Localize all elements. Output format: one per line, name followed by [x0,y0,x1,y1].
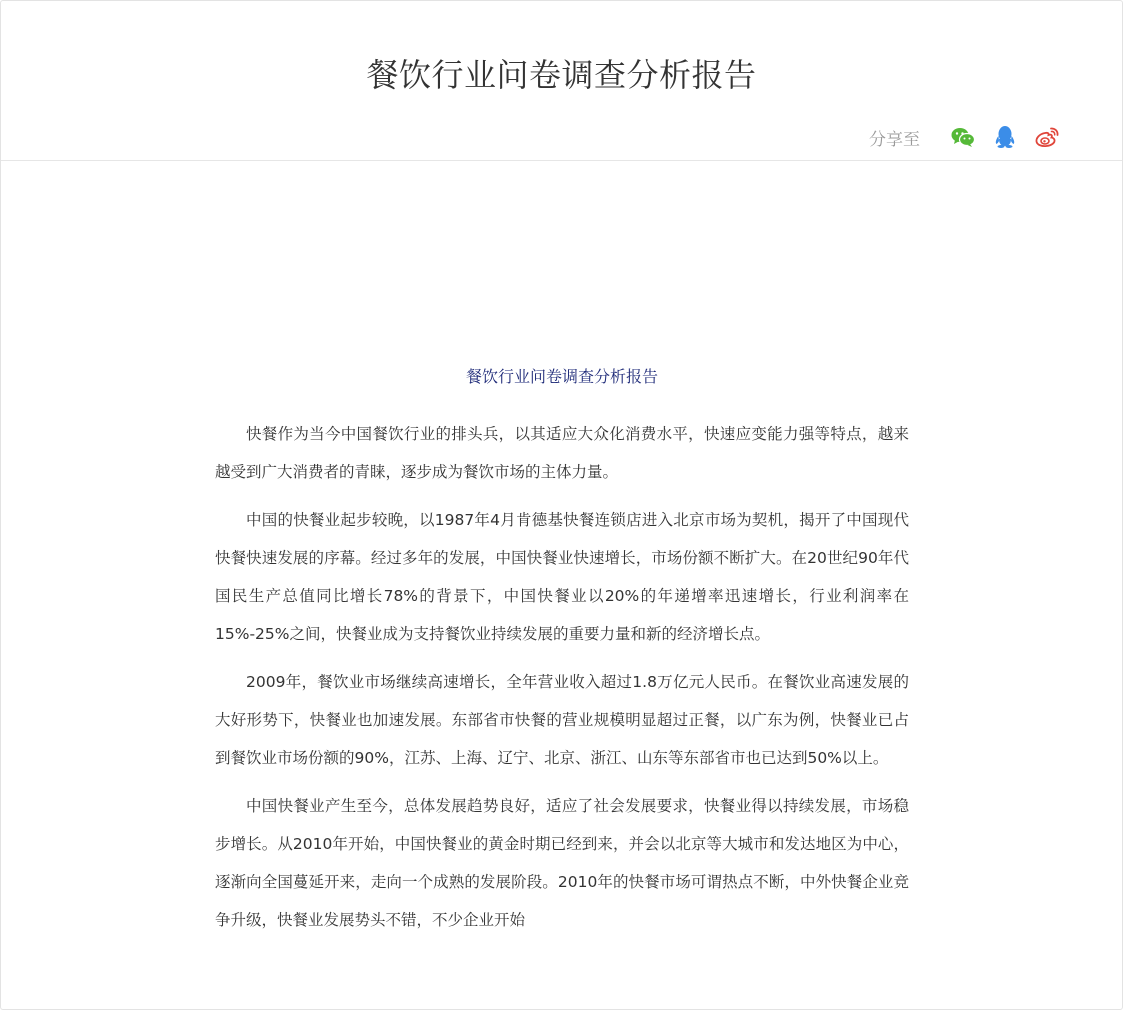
article-title: 餐饮行业问卷调查分析报告 [465,367,658,386]
wechat-icon[interactable] [950,124,976,150]
article-paragraph: 快餐作为当今中国餐饮行业的排头兵，以其适应大众化消费水平，快速应变能力强等特点，越来越受到广大消费者的青睐，逐步成为餐饮市场的主体力量。 [215,425,909,481]
article-paragraph: 中国快餐业产生至今，总体发展趋势良好，适应了社会发展要求，快餐业得以持续发展，市场稳步增长。从2010年开始，中国快餐业的黄金时期已经到来，并会以北京等大城市和发达地区为中心，逐渐向全国蔓延开来，走向一个成熟的发展阶段。2010年的快餐市场可谓热点不断，中外快餐企业竞争升级，快餐业发展势头不错，不少企业开始 [215,797,909,929]
page-header [1,1,1122,161]
article-paragraph: 中国的快餐业起步较晚，以1987年4月肯德基快餐连锁店进入北京市场为契机，揭开了中国现代快餐快速发展的序幕。经过多年的发展，中国快餐业快速增长，市场份额不断扩大。在20世纪90年代国民生产总值同比增长78%的背景下，中国快餐业以20%的年递增率迅速增长，行业利润率在15%-25%之间，快餐业成为支持餐饮业持续发展的重要力量和新的经济增长点。 [215,511,909,643]
share-label: 分享至 [869,129,920,150]
page-title: 餐饮行业问卷调查分析报告 [366,56,757,94]
weibo-icon[interactable] [1034,124,1060,150]
share-bar [869,123,1060,151]
article-body [215,359,909,949]
article-paragraph: 2009年，餐饮业市场继续高速增长，全年营业收入超过1.8万亿元人民币。在餐饮业高速发展的大好形势下，快餐业也加速发展。东部省市快餐的营业规模明显超过正餐，以广东为例，快餐业已占到餐饮业市场份额的90%，江苏、上海、辽宁、北京、浙江、山东等东部省市也已达到50%以上。 [215,673,909,767]
qq-icon[interactable] [992,124,1018,150]
